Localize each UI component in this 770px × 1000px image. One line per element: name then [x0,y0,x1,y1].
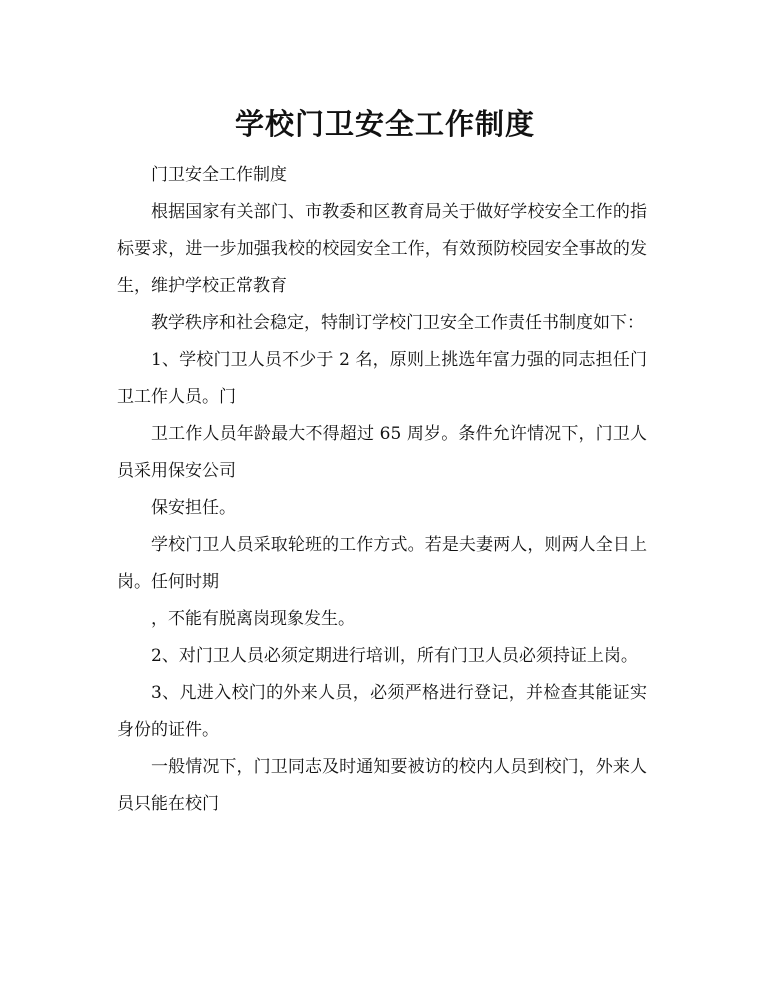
document-title: 学校门卫安全工作制度 [234,107,535,141]
paragraph-heading: 门卫安全工作制度 [151,165,287,185]
paragraph: 学校门卫人员采取轮班的工作方式。若是夫妻两人，则两人全日上岗。任何时期 [117,535,647,592]
paragraph: 根据国家有关部门、市教委和区教育局关于做好学校安全工作的指标要求，进一步加强我校的校园安全工作，有效预防校园安全事故的发生，维护学校正常教育 [117,202,647,296]
paragraph: 保安担任。 [151,498,236,518]
paragraph: 一般情况下，门卫同志及时通知要被访的校内人员到校门，外来人员只能在校门 [117,757,647,814]
paragraph: 教学秩序和社会稳定，特制订学校门卫安全工作责任书制度如下： [151,313,644,333]
paragraph: 3、凡进入校门的外来人员，必须严格进行登记，并检查其能证实身份的证件。 [117,683,647,740]
paragraph: 1、学校门卫人员不少于 2 名，原则上挑选年富力强的同志担任门卫工作人员。门 [117,350,647,407]
paragraph: 卫工作人员年龄最大不得超过 65 周岁。条件允许情况下，门卫人员采用保安公司 [117,424,647,481]
paragraph: 2、对门卫人员必须定期进行培训，所有门卫人员必须持证上岗。 [151,646,638,666]
paragraph: ，不能有脱离岗现象发生。 [151,609,355,629]
document-body [117,157,647,823]
